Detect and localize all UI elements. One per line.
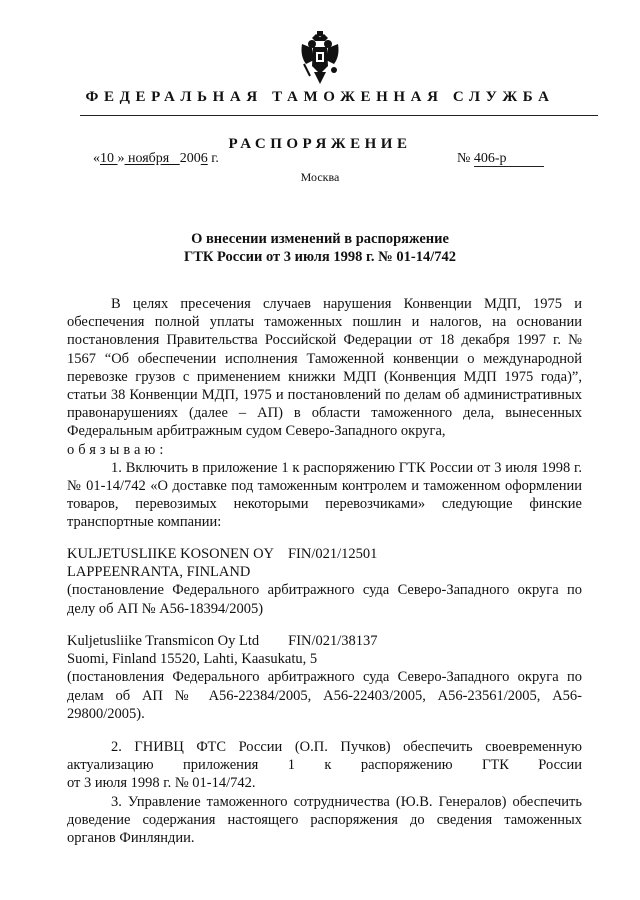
- item-3-paragraph: 3. Управление таможенного сотрудничества (Ю.В. Генералов) обеспечить доведение содержания настоящего распоряжения до сведения таможенных органов Финляндии.: [67, 793, 582, 847]
- company-2-address: Suomi, Finland 15520, Lahti, Kaasukatu, 5: [67, 651, 318, 668]
- date-year-digit: 6: [200, 151, 208, 166]
- russian-coat-of-arms-icon: [298, 30, 342, 86]
- document-title: [0, 230, 640, 266]
- directive-word: обязываю:: [67, 441, 168, 458]
- title-line-1: О внесении изменений в распоряжение: [191, 231, 449, 247]
- item-1-paragraph: 1. Включить в приложение 1 к распоряжению ГТК России от 3 июля 1998 г. № 01-14/742 «О доставке под таможенным контролем и таможенном оформлении товаров, перевозимых некоторыми перевозчиками» следующие финские транспортные компании:: [67, 459, 582, 531]
- company-1-code: FIN/021/12501: [287, 546, 378, 562]
- company-entry-2: [67, 632, 582, 723]
- company-entry-1: [67, 545, 582, 618]
- company-2-header: [67, 632, 582, 650]
- document-number-value: 406-р: [474, 152, 544, 167]
- company-1-name: KULJETUSLIIKE KOSONEN OY: [67, 546, 274, 562]
- item-2-tail: от 3 июля 1998 г. № 01-14/742.: [67, 775, 256, 792]
- document-date: «10 » ноября 2006 г.: [93, 151, 219, 166]
- company-1-header: [67, 545, 582, 563]
- items-section: [67, 738, 582, 847]
- date-day: 10: [100, 151, 118, 166]
- preamble-section: [67, 295, 582, 532]
- company-1-basis: (постановление Федерального арбитражного суда Северо-Западного округа по делу об АП № А56-18394/2005): [67, 582, 582, 617]
- company-2-name: Kuljetusliike Transmicon Oy Ltd: [67, 633, 260, 649]
- document-city: Москва: [300, 170, 340, 184]
- item-2-paragraph: 2. ГНИВЦ ФТС России (О.П. Пучков) обеспечить своевременную актуализацию приложения 1 к распоряжению ГТК России: [67, 739, 582, 774]
- company-1-address: LAPPEENRANTA, FINLAND: [67, 564, 251, 581]
- header-divider: [80, 115, 598, 116]
- document-type: РАСПОРЯЖЕНИЕ: [228, 136, 412, 152]
- document-number: № 406-р: [457, 151, 544, 167]
- company-2-code: FIN/021/38137: [288, 633, 378, 649]
- title-line-2: ГТК России от 3 июля 1998 г. № 01-14/742: [184, 249, 456, 265]
- agency-name: ФЕДЕРАЛЬНАЯ ТАМОЖЕННАЯ СЛУЖБА: [85, 89, 555, 105]
- company-2-basis: (постановления Федерального арбитражного суда Северо-Западного округа по делам об АП № А56-22384/2005, А56-22403/2005, А56-23561/2005, А56-29800/2005).: [67, 669, 582, 722]
- preamble-paragraph: В целях пресечения случаев нарушения Конвенции МДП, 1975 и обеспечения полной уплаты таможенных пошлин и налогов, на основании постановления Правительства Российской Федерации от 18 декабря 1997 г. № 1567 “Об обеспечении исполнения Таможенной конвенции о международной перевозке грузов с применением книжки МДП (Конвенция МДП 1975 года)”, статьи 38 Конвенции МДП, 1975 и постановлений по делам об административных правонарушениях (далее – АП) в области таможенного дела, вынесенных Федеральным арбитражным судом Северо-Западного округа,: [67, 296, 582, 440]
- date-month: ноября: [124, 151, 180, 166]
